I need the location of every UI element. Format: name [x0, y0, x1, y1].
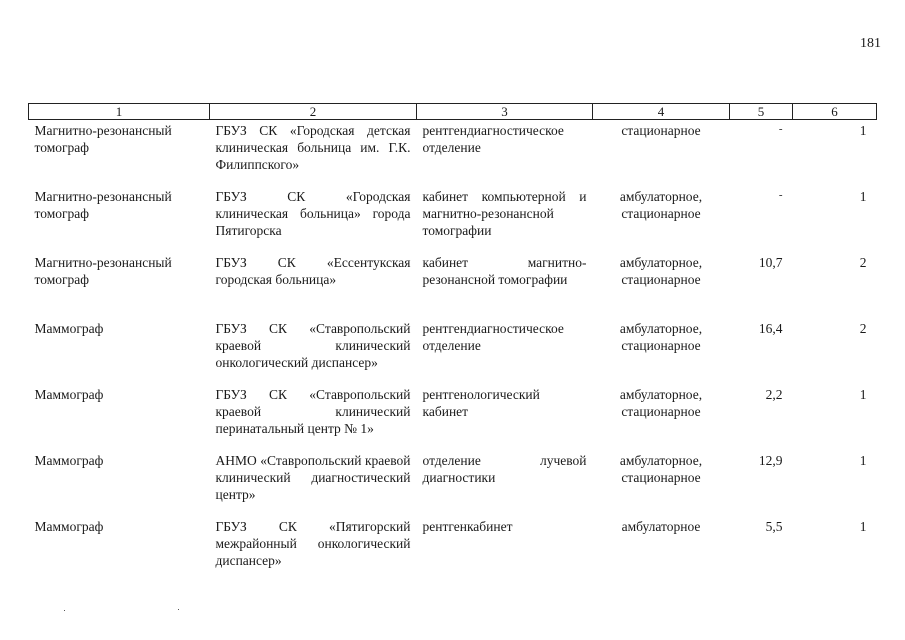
col5-cell: 5,5 [765, 518, 783, 534]
equipment-cell: Маммограф [34, 386, 104, 402]
col6-cell: 1 [859, 386, 867, 402]
header-col-2: 2 [210, 104, 417, 120]
table-row [29, 252, 877, 318]
col5-cell [730, 120, 793, 186]
care-type-cell: амбулаторное, стационарное [619, 188, 703, 221]
col6-cell: 2 [859, 254, 867, 270]
table-body [29, 120, 877, 576]
equipment-cell: Маммограф [34, 518, 104, 534]
col5-cell [730, 186, 793, 252]
equipment-cell: Магнитно-резонансный томограф [34, 188, 172, 221]
col6-cell: 2 [859, 320, 867, 336]
header-col-6: 6 [793, 104, 877, 120]
department-cell: рентгендиагностическое отделение [422, 320, 564, 353]
col5-cell: 2,2 [765, 386, 783, 402]
department-cell: рентгенкабинет [422, 518, 513, 534]
equipment-cell: Маммограф [34, 320, 104, 336]
scan-speck [178, 609, 179, 610]
care-type-cell: амбулаторное, стационарное [619, 254, 703, 287]
department-cell: рентгендиагностическое отделение [422, 123, 564, 155]
col6-cell: 1 [859, 518, 867, 534]
col5-value: - [778, 188, 783, 201]
organization-cell: ГБУЗ СК «Городская детская клиническая больница им. Г.К. Филиппского» [215, 123, 411, 172]
organization-cell: ГБУЗ СК «Пятигорский межрайонный онкологический диспансер» [215, 518, 411, 568]
care-type-cell: стационарное [621, 123, 701, 138]
organization-cell: ГБУЗ СК «Ставропольский краевой клинический онкологический диспансер» [215, 320, 411, 370]
scan-speck [64, 610, 65, 611]
department-cell: отделение лучевой диагностики [422, 452, 587, 485]
header-col-3: 3 [417, 104, 593, 120]
table-row [29, 516, 877, 576]
department-cell: кабинет компьютерной и магнитно-резонансной томографии [422, 188, 587, 238]
equipment-cell: Маммограф [34, 452, 104, 468]
care-type-cell: амбулаторное, стационарное [619, 386, 703, 419]
page-number: 181 [860, 36, 881, 51]
organization-cell: ГБУЗ СК «Ставропольский краевой клинический перинатальный центр № 1» [215, 386, 411, 436]
equipment-cell: Магнитно-резонансный томограф [34, 123, 172, 155]
table-header [29, 104, 877, 120]
department-cell: рентгенологический кабинет [422, 386, 540, 419]
header-row [29, 104, 877, 120]
col5-cell: 16,4 [758, 320, 783, 336]
col6-cell: 1 [859, 188, 867, 204]
header-col-5: 5 [730, 104, 793, 120]
care-type-cell: амбулаторное, стационарное [619, 452, 703, 485]
organization-cell: АНМО «Ставропольский краевой клинический диагностический центр» [215, 452, 411, 502]
header-col-4: 4 [593, 104, 730, 120]
department-cell: кабинет магнитно-резонансной томографии [422, 254, 587, 287]
col6-cell: 1 [859, 123, 867, 138]
table-row [29, 384, 877, 450]
care-type-cell: амбулаторное [621, 518, 701, 534]
table-row [29, 120, 877, 186]
care-type-cell: амбулаторное, стационарное [619, 320, 703, 353]
organization-cell: ГБУЗ СК «Городская клиническая больница» города Пятигорска [215, 188, 411, 238]
header-col-1: 1 [29, 104, 210, 120]
table-row [29, 318, 877, 384]
table-row [29, 450, 877, 516]
equipment-table [28, 103, 877, 576]
equipment-cell: Магнитно-резонансный томограф [34, 254, 172, 287]
col6-cell: 1 [859, 452, 867, 468]
organization-cell: ГБУЗ СК «Ессентукская городская больница» [215, 254, 411, 287]
col5-value: - [778, 123, 783, 135]
col5-cell: 12,9 [758, 452, 783, 468]
col5-cell: 10,7 [758, 254, 783, 270]
table-row [29, 186, 877, 252]
